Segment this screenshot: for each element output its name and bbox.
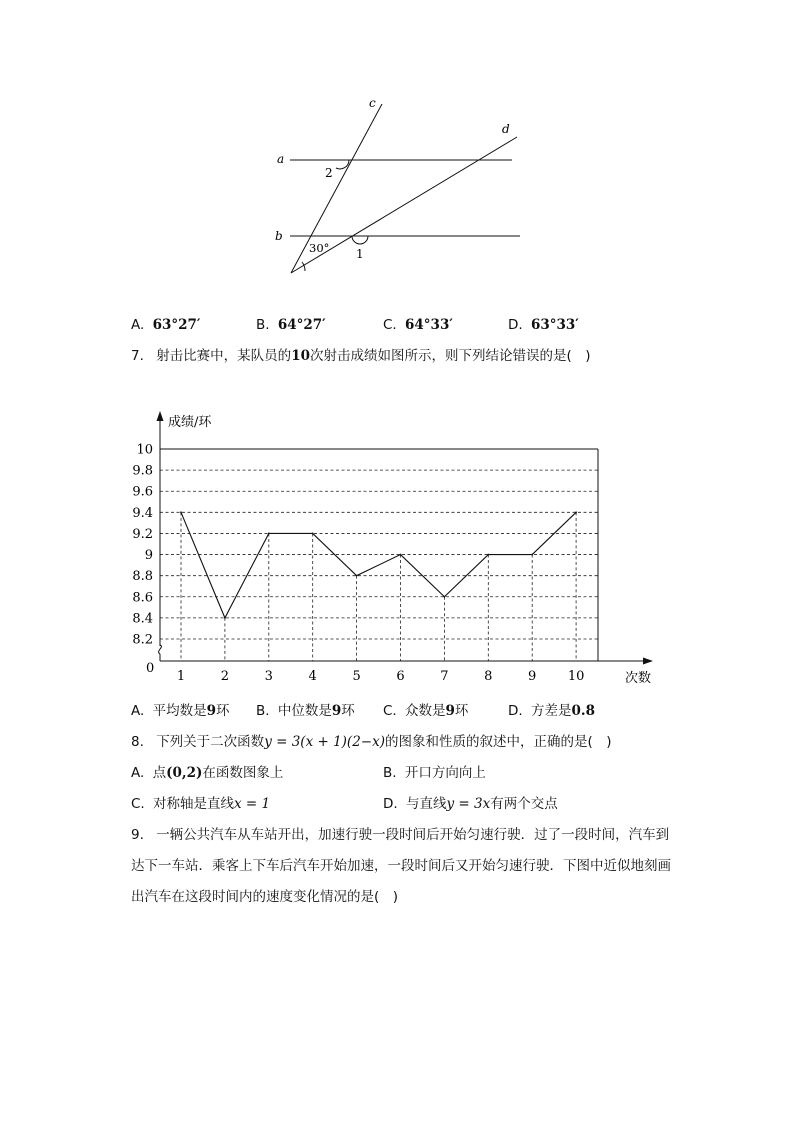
q8-option-a-math: (0,2) <box>166 765 203 781</box>
data-point-1 <box>180 511 182 513</box>
angle-1-arc <box>352 236 368 244</box>
data-point-8 <box>487 554 489 556</box>
q7-option-d <box>508 702 595 720</box>
q7-option-b-post: 环 <box>341 703 355 719</box>
q7-option-a-post: 环 <box>216 703 230 719</box>
angle-2-arc <box>336 160 349 169</box>
label-a: a <box>277 152 285 166</box>
q9-line-2 <box>131 857 671 875</box>
axis-break-gap <box>157 646 163 654</box>
data-point-6 <box>400 554 402 556</box>
q8-option-d-letter: D. <box>383 796 398 812</box>
q7-option-d-num: 0.8 <box>571 703 595 719</box>
parallel-lines-figure <box>260 90 540 290</box>
q7-option-a-num: 9 <box>206 703 216 719</box>
q7-option-c-post: 环 <box>454 703 469 719</box>
score-series-line <box>181 512 576 618</box>
q8-option-d-pre: 与直线 <box>405 796 447 812</box>
q7-option-b-letter: B. <box>256 703 270 719</box>
y-tick-label: 8.8 <box>132 569 153 585</box>
data-point-7 <box>444 596 446 598</box>
q8-stem-post: 的图象和性质的叙述中，正确的是( ) <box>384 734 612 750</box>
x-axis-arrow-icon <box>643 658 653 665</box>
x-tick-label: 5 <box>352 669 361 684</box>
q7-option-c-num: 9 <box>445 703 455 719</box>
chart-drop-lines <box>181 512 576 661</box>
q7-option-d-pre: 方差是 <box>530 703 572 719</box>
y-tick-label: 9.6 <box>132 484 153 500</box>
q8-option-b <box>383 764 486 782</box>
q7-option-c-letter: C. <box>383 703 397 719</box>
q7-option-b-num: 9 <box>331 703 342 719</box>
q7-number: 7. <box>131 348 144 364</box>
q7-option-c-pre: 众数是 <box>405 703 446 719</box>
y-tick-label: 10 <box>136 442 153 458</box>
q8-option-c-math: x = 1 <box>234 796 271 812</box>
q8-option-b-letter: B. <box>383 765 397 781</box>
y-tick-label: 9.4 <box>132 505 153 521</box>
q6-option-c-letter: C. <box>383 317 397 333</box>
q8-option-d <box>383 795 558 813</box>
q7-option-a <box>131 702 230 720</box>
q7-stem-post: 次射击成绩如图所示，则下列结论错误的是( ) <box>309 348 591 364</box>
y-tick-label: 9.8 <box>132 463 153 479</box>
q9-line-1 <box>131 826 669 844</box>
q6-option-b-text: 64°27′ <box>277 317 326 333</box>
chart-tick-labels <box>132 443 584 685</box>
q8-option-c-letter: C. <box>131 796 145 812</box>
y-tick-label: 9.2 <box>132 526 153 542</box>
q9-text-line-2: 达下一车站．乘客上下车后汽车开始加速，一段时间后又开始匀速行驶．下图中近似地刻画 <box>131 858 671 874</box>
q7-option-b-pre: 中位数是 <box>277 703 332 719</box>
q6-option-c <box>383 316 453 334</box>
q8-option-a-post: 在函数图象上 <box>202 765 284 781</box>
q6-option-b <box>256 316 326 334</box>
data-point-9 <box>531 554 533 556</box>
data-point-5 <box>356 575 358 577</box>
data-point-4 <box>312 533 314 535</box>
q8-option-a <box>131 764 283 782</box>
y-tick-label: 8.2 <box>132 632 153 648</box>
y-tick-label: 9 <box>144 548 153 564</box>
label-d: d <box>502 122 510 136</box>
q6-option-d <box>508 316 579 334</box>
q8-option-c <box>131 795 270 813</box>
label-b: b <box>275 229 283 243</box>
x-tick-label: 10 <box>567 669 585 684</box>
q9-text-line-3: 出汽车在这段时间内的速度变化情况的是( ) <box>131 889 399 905</box>
q8-number: 8. <box>131 734 144 750</box>
q8-stem-pre: 下列关于二次函数 <box>156 734 265 750</box>
q8-option-b-pre: 开口方向向上 <box>404 765 486 781</box>
x-tick-label: 9 <box>528 669 537 684</box>
q7-stem-num: 10 <box>291 348 310 364</box>
q7-option-d-letter: D. <box>508 703 523 719</box>
chart-origin-label: 0 <box>146 661 155 676</box>
label-c: c <box>369 96 376 110</box>
q7-option-a-letter: A. <box>131 703 145 719</box>
label-angle-1: 1 <box>356 247 364 261</box>
chart-xlabel: 次数 <box>625 671 652 686</box>
x-tick-label: 1 <box>176 669 186 684</box>
q6-option-c-text: 64°33′ <box>405 317 453 333</box>
q9-number: 9. <box>131 827 144 843</box>
q6-option-a-letter: A. <box>131 317 145 333</box>
y-axis-arrow-icon <box>157 411 164 421</box>
q6-option-a <box>131 316 200 334</box>
shooting-scores-chart <box>120 400 670 695</box>
q8-option-d-post: 有两个交点 <box>490 796 558 812</box>
x-tick-label: 6 <box>396 669 405 684</box>
y-tick-label: 8.4 <box>132 611 153 627</box>
chart-series <box>180 511 577 618</box>
q7-option-a-pre: 平均数是 <box>152 703 207 719</box>
q6-option-d-letter: D. <box>508 317 523 333</box>
x-tick-label: 4 <box>308 669 317 684</box>
data-point-2 <box>224 617 226 619</box>
x-tick-label: 3 <box>264 669 273 684</box>
q8-option-d-math: y = 3x <box>446 796 491 812</box>
q6-option-a-text: 63°27′ <box>152 317 201 333</box>
x-tick-label: 8 <box>484 669 493 684</box>
q7-stem <box>131 347 591 365</box>
y-tick-label: 8.6 <box>132 590 153 606</box>
q7-option-c <box>383 702 468 720</box>
data-point-3 <box>268 533 270 535</box>
q8-option-c-pre: 对称轴是直线 <box>153 796 235 812</box>
line-c <box>291 104 382 273</box>
q6-option-b-letter: B. <box>256 317 270 333</box>
q8-stem <box>131 733 612 751</box>
q8-option-a-pre: 点 <box>152 765 167 781</box>
chart-ylabel: 成绩/环 <box>168 415 212 430</box>
q8-option-a-letter: A. <box>131 765 145 781</box>
q7-stem-pre: 射击比赛中，某队员的 <box>156 348 292 364</box>
q9-line-3 <box>131 888 398 906</box>
data-point-10 <box>575 511 577 513</box>
x-tick-label: 2 <box>220 669 230 684</box>
q7-option-b <box>256 702 355 720</box>
label-angle-2: 2 <box>325 166 333 180</box>
q8-stem-formula: y = 3(x + 1)(2−x) <box>264 734 385 750</box>
q9-text-line-1: 一辆公共汽车从车站开出，加速行驶一段时间后开始匀速行驶．过了一段时间，汽车到 <box>156 827 670 843</box>
x-tick-label: 7 <box>440 669 449 684</box>
q6-option-d-text: 63°33′ <box>530 317 579 333</box>
label-angle-30: 30° <box>309 241 330 255</box>
